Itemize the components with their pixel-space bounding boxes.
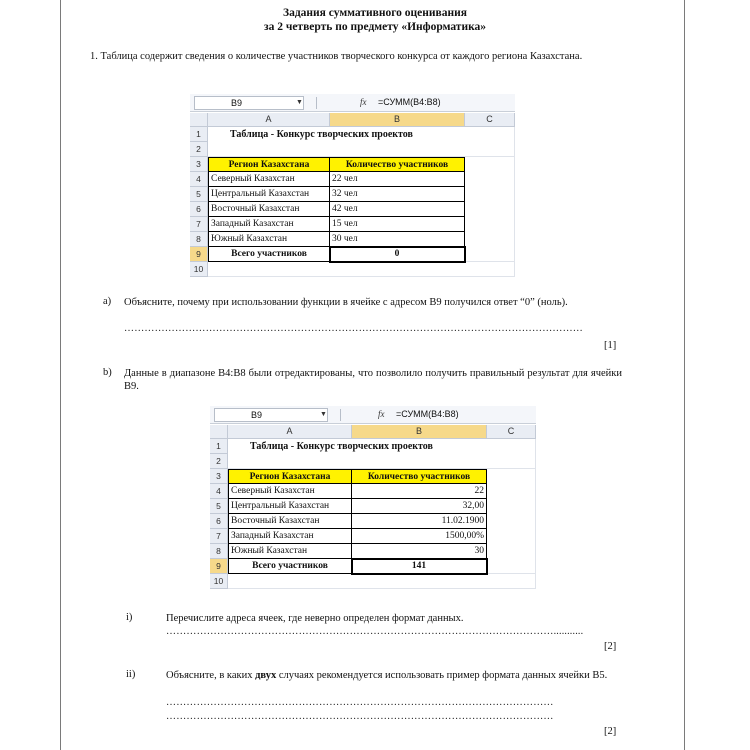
select-all-corner[interactable] (210, 425, 228, 439)
row-header[interactable]: 10 (190, 262, 208, 277)
name-box[interactable]: B9 (214, 408, 328, 422)
chevron-down-icon[interactable]: ▼ (320, 411, 327, 418)
question-ii-label: ii) (126, 669, 136, 680)
spreadsheet-1 (190, 94, 515, 280)
fx-icon[interactable]: fx (378, 409, 385, 419)
question-b-text: Данные в диапазоне B4:B8 были отредактированы, что позволило получить правильный результат для ячейки B9. (124, 368, 622, 392)
question-ii-text-post: случаях рекомендуется использовать пример формата данных ячейки B5. (276, 670, 608, 681)
row-header[interactable]: 3 (190, 157, 208, 172)
formula-bar (210, 406, 536, 424)
row-10-cells[interactable] (208, 262, 515, 277)
column-c-cells[interactable] (487, 469, 536, 574)
cell-b5[interactable]: 32 чел (330, 187, 465, 202)
spreadsheet-2 (210, 406, 536, 596)
cell-a8[interactable]: Южный Казахстан (228, 544, 352, 559)
formula-separator (340, 409, 341, 421)
row-header[interactable]: 2 (210, 454, 228, 469)
cell-b8[interactable]: 30 (352, 544, 487, 559)
column-header-c[interactable]: C (465, 113, 515, 127)
cell-a6[interactable]: Восточный Казахстан (208, 202, 330, 217)
cell-a3[interactable]: Регион Казахстана (228, 469, 352, 484)
row-header[interactable]: 4 (210, 484, 228, 499)
cell-b4[interactable]: 22 (352, 484, 487, 499)
column-c-cells[interactable] (465, 157, 515, 262)
question-a-label: a) (103, 296, 112, 307)
cell-a6[interactable]: Восточный Казахстан (228, 514, 352, 529)
cell-b3[interactable]: Количество участников (352, 469, 487, 484)
row-header[interactable]: 8 (210, 544, 228, 559)
column-header-a[interactable]: A (228, 425, 352, 439)
question-i-label: i) (126, 612, 133, 623)
question-b-label: b) (103, 367, 112, 378)
cell-b6[interactable]: 11.02.1900 (352, 514, 487, 529)
formula-separator (316, 97, 317, 109)
row-header[interactable]: 3 (210, 469, 228, 484)
cell-b7[interactable]: 1500,00% (352, 529, 487, 544)
cell-b5[interactable]: 32,00 (352, 499, 487, 514)
cell-a4[interactable]: Северный Казахстан (208, 172, 330, 187)
answer-line[interactable]: …………………………………………………………………………………………………… (166, 711, 554, 722)
row-header[interactable]: 8 (190, 232, 208, 247)
row-header[interactable]: 9 (190, 247, 208, 262)
row-header[interactable]: 1 (210, 439, 228, 454)
cell-a5[interactable]: Центральный Казахстан (228, 499, 352, 514)
cell-b3[interactable]: Количество участников (330, 157, 465, 172)
cell-a4[interactable]: Северный Казахстан (228, 484, 352, 499)
row-header[interactable]: 2 (190, 142, 208, 157)
answer-line[interactable]: ……………………………………………………………………………………………………………………… (124, 323, 583, 334)
cell-a9[interactable]: Всего участников (228, 559, 352, 574)
cell-b4[interactable]: 22 чел (330, 172, 465, 187)
cell-b9[interactable]: 0 (330, 247, 465, 262)
question-ii-mark: [2] (604, 726, 617, 737)
row-header[interactable]: 4 (190, 172, 208, 187)
cell-b8[interactable]: 30 чел (330, 232, 465, 247)
cell-b9[interactable]: 141 (352, 559, 487, 574)
table-title: Таблица - Конкурс творческих проектов (250, 441, 433, 452)
active-cell-selection (329, 246, 466, 263)
formula-bar (190, 94, 515, 112)
page-border-left (60, 0, 61, 750)
document-header (0, 6, 750, 34)
column-header-a[interactable]: A (208, 113, 330, 127)
formula-input[interactable]: =СУММ(B4:B8) (378, 97, 441, 107)
cell-a3[interactable]: Регион Казахстана (208, 157, 330, 172)
question-ii-emphasis: двух (255, 670, 277, 681)
question-1-text: 1. Таблица содержит сведения о количестве участников творческого конкурса от каждого региона Казахстана. (90, 51, 583, 62)
row-header[interactable]: 6 (210, 514, 228, 529)
cell-a7[interactable]: Западный Казахстан (208, 217, 330, 232)
column-header-c[interactable]: C (487, 425, 536, 439)
question-i-text: Перечислите адреса ячеек, где неверно определен формат данных. (166, 613, 464, 624)
column-header-b[interactable]: B (330, 113, 465, 127)
row-header[interactable]: 6 (190, 202, 208, 217)
question-i-mark: [2] (604, 641, 617, 652)
cell-a7[interactable]: Западный Казахстан (228, 529, 352, 544)
active-cell-selection (351, 558, 488, 575)
page-border-right (684, 0, 685, 750)
row-header[interactable]: 5 (210, 499, 228, 514)
cell-b7[interactable]: 15 чел (330, 217, 465, 232)
select-all-corner[interactable] (190, 113, 208, 127)
row-header[interactable]: 5 (190, 187, 208, 202)
answer-line[interactable]: …………………………………………………………………………………………………… (166, 697, 554, 708)
fx-icon[interactable]: fx (360, 97, 367, 107)
cell-b6[interactable]: 42 чел (330, 202, 465, 217)
cell-a9[interactable]: Всего участников (208, 247, 330, 262)
header-line-1: Задания суммативного оценивания (283, 7, 467, 19)
header-line-2: за 2 четверть по предмету «Информатика» (263, 21, 487, 33)
question-a-text: Объясните, почему при использовании функции в ячейке с адресом B9 получился ответ “0” (ноль). (124, 297, 568, 308)
question-ii-text-pre: Объясните, в каких (166, 670, 256, 681)
question-a-mark: [1] (604, 340, 617, 351)
answer-line[interactable]: ……………………………………………………………………………………………………........... (166, 626, 584, 637)
question-ii-text (166, 669, 622, 682)
chevron-down-icon[interactable]: ▼ (296, 99, 303, 106)
row-header[interactable]: 1 (190, 127, 208, 142)
cell-a8[interactable]: Южный Казахстан (208, 232, 330, 247)
row-header[interactable]: 7 (210, 529, 228, 544)
row-header[interactable]: 10 (210, 574, 228, 589)
name-box[interactable]: B9 (194, 96, 304, 110)
column-header-b[interactable]: B (352, 425, 487, 439)
row-header[interactable]: 9 (210, 559, 228, 574)
cell-a5[interactable]: Центральный Казахстан (208, 187, 330, 202)
table-title: Таблица - Конкурс творческих проектов (230, 129, 413, 140)
row-header[interactable]: 7 (190, 217, 208, 232)
row-10-cells[interactable] (228, 574, 536, 589)
formula-input[interactable]: =СУММ(B4:B8) (396, 409, 459, 419)
